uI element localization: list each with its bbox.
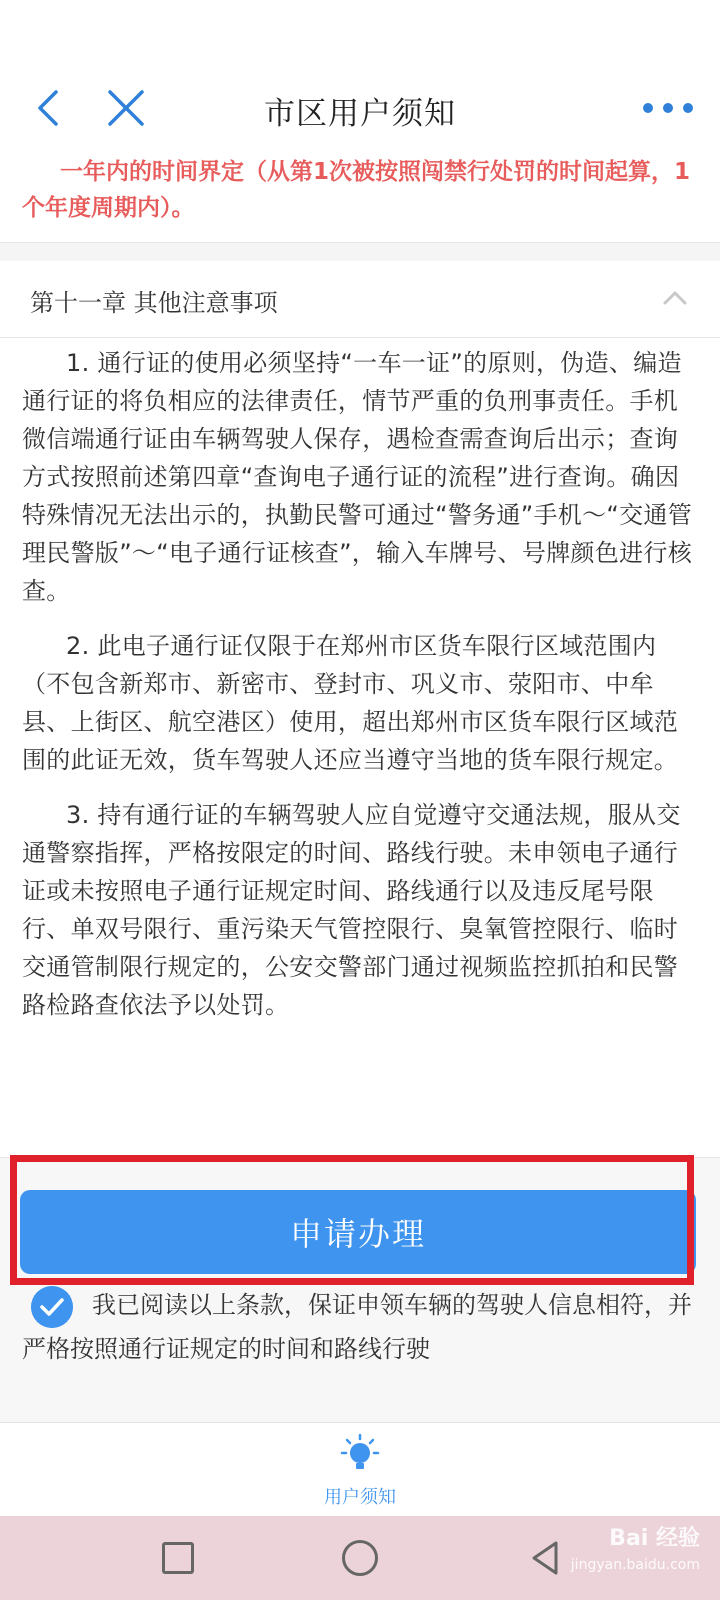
nav-circle-icon[interactable] (342, 1540, 378, 1576)
page-title: 市区用户须知 (264, 96, 456, 132)
apply-button[interactable]: 申请办理 (20, 1190, 696, 1274)
notice-text: 一年内的时间界定（从第1次被按照闯禁行处罚的时间起算，1个年度周期内）。 (22, 159, 691, 221)
chevron-up-icon[interactable] (660, 283, 690, 313)
agreement-text[interactable]: 我已阅读以上条款，保证申领车辆的驾驶人信息相符，并严格按照通行证规定的时间和路线行驶 (22, 1291, 692, 1363)
bulb-icon[interactable] (338, 1433, 382, 1477)
nav-square-icon[interactable] (162, 1542, 194, 1574)
tab-bar (0, 1422, 720, 1517)
nav-back-icon[interactable] (530, 1540, 560, 1576)
highlight-box (10, 1155, 694, 1285)
watermark (571, 1526, 700, 1578)
more-icon[interactable] (640, 96, 696, 120)
system-nav-bar (0, 1516, 720, 1600)
watermark-brand: Bai 经验 (609, 1526, 700, 1551)
red-notice (0, 160, 720, 242)
chapter-header[interactable] (0, 261, 720, 338)
paragraph-3: 3. 持有通行证的车辆驾驶人应自觉遵守交通法规，服从交通警察指挥，严格按限定的时间、路线行驶。未申领电子通行证或未按照电子通行证规定时间、路线通行以及违反尾号限行、单双号限行、重污染天气管控限行、臭氧管控限行、临时交通管制限行规定的，公安交警部门通过视频监控抓拍和民警路检路查依法予以处罚。 (22, 801, 681, 1019)
paragraph-2: 2. 此电子通行证仅限于在郑州市区货车限行区域范围内（不包含新郑市、新密市、登封市、巩义市、荥阳市、中牟县、上街区、航空港区）使用，超出郑州市区货车限行区域范围的此证无效，货车驾驶人还应当遵守当地的货车限行规定。 (22, 632, 679, 774)
section-divider (0, 242, 720, 262)
watermark-url: jingyan.baidu.com (570, 1557, 700, 1573)
top-bar (0, 0, 720, 161)
agreement (22, 1283, 698, 1371)
chapter-content (22, 344, 698, 1041)
tab-user-notice[interactable]: 用户须知 (324, 1487, 396, 1508)
paragraph-1: 1. 通行证的使用必须坚持“一车一证”的原则，伪造、编造通行证的将负相应的法律责任，情节严重的负刑事责任。手机微信端通行证由车辆驾驶人保存，遇检查需查询后出示；查询方式按照前述第四章“查询电子通行证的流程”进行查询。确因特殊情况无法出示的，执勤民警可通过“警务通”手机～“交通管理民警版”～“电子通行证核查”，输入车牌号、号牌颜色进行核查。 (22, 349, 692, 605)
chapter-title: 第十一章 其他注意事项 (30, 289, 278, 317)
